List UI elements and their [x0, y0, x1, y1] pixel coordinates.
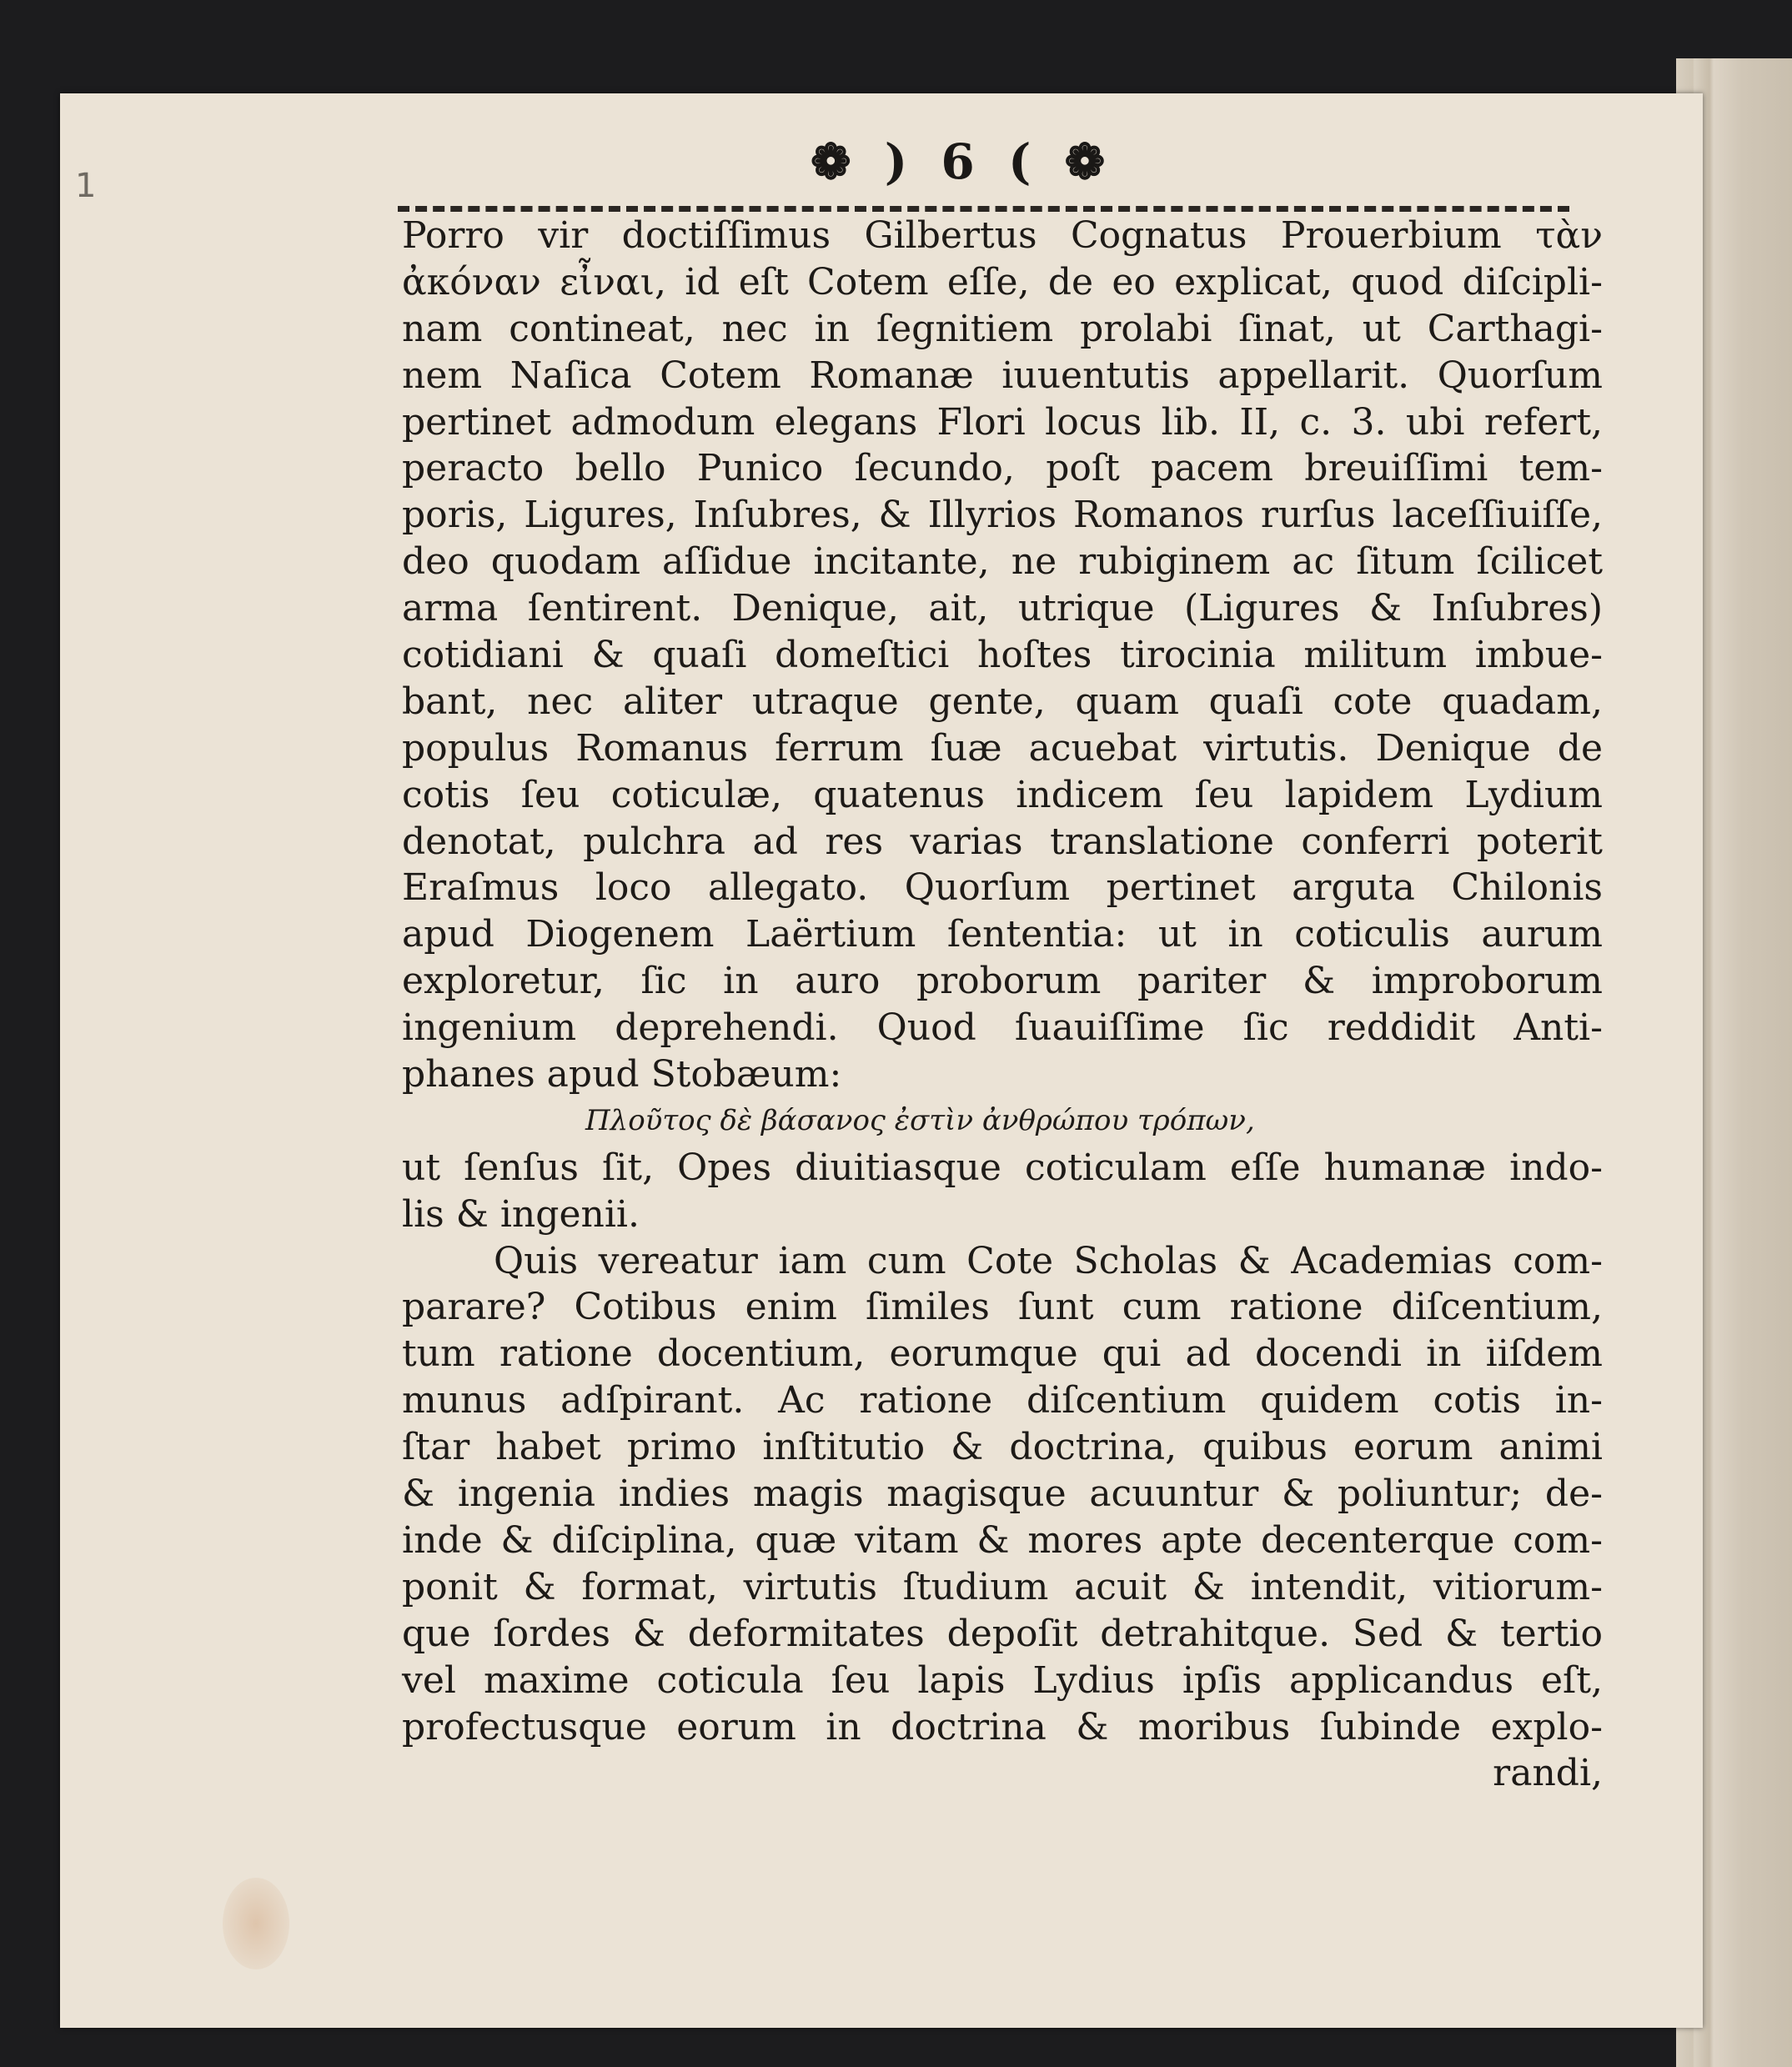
text-line: poris, Ligures, Inſubres, & Illyrios Romanos rurſus laceſſiuiſſe, [402, 494, 1603, 537]
text-line: Eraſmus loco allegato. Quorſum pertinet arguta Chilonis [402, 866, 1603, 910]
text-line: deo quodam aſſidue incitante, ne rubiginem ac ſitum ſcilicet [402, 540, 1603, 584]
header-rule [398, 206, 1569, 212]
text-line: que ſordes & deformitates depoſit detrahitque. Sed & tertio [402, 1612, 1603, 1655]
text-line: nam contineat, nec in ſegnitiem prolabi ſinat, ut Carthagi- [402, 307, 1603, 350]
text-line: tum ratione docentium, eorumque qui ad docendi in iiſdem [402, 1332, 1603, 1376]
greek-quote: Πλοῦτος δὲ βάσανος ἐστὶν ἀνθρώπου τρόπων, [585, 1103, 1255, 1137]
text-line: nem Naſica Cotem Romanæ iuuentutis appellarit. Quorſum [402, 354, 1603, 397]
text-line: exploretur, ſic in auro proborum pariter & improborum [402, 960, 1603, 1003]
text-line: inde & diſciplina, quæ vitam & mores apte decenterque com- [402, 1518, 1603, 1562]
text-line: cotidiani & quaſi domeſtici hoſtes tirocinia militum imbue- [402, 634, 1603, 677]
book-page [60, 93, 1703, 2028]
text-line: apud Diogenem Laërtium ſententia: ut in coticulis aurum [402, 913, 1603, 956]
text-line: peracto bello Punico ſecundo, poſt pacem breuiſſimi tem- [402, 447, 1603, 490]
text-line: lis & ingenii. [402, 1192, 640, 1236]
text-line: cotis ſeu coticulæ, quatenus indicem ſeu lapidem Lydium [402, 773, 1603, 816]
page-header: ❁ ) 6 ( ❁ [811, 133, 1114, 190]
paper-stain [223, 1878, 289, 1969]
text-line: ingenium deprehendi. Quod ſuauiſſime ſic reddidit Anti- [402, 1006, 1603, 1050]
text-line: vel maxime coticula ſeu lapis Lydius ipſis applicandus eſt, [402, 1658, 1603, 1702]
text-line: profectusque eorum in doctrina & moribus ſubinde explo- [402, 1705, 1603, 1748]
body-text [402, 213, 1603, 1797]
text-line: arma ſentirent. Denique, ait, utrique (Ligures & Inſubres) [402, 587, 1603, 630]
text-line: pertinet admodum elegans Flori locus lib. II, c. 3. ubi refert, [402, 400, 1603, 444]
text-line: phanes apud Stobæum: [402, 1053, 842, 1096]
text-line: populus Romanus ferrum ſuæ acuebat virtutis. Denique de [402, 726, 1603, 770]
text-line: Porro vir doctiſſimus Gilbertus Cognatus Prouerbium τὰν [402, 214, 1603, 257]
catchword: randi, [1493, 1752, 1603, 1795]
text-line: ponit & format, virtutis ſtudium acuit & intendit, vitiorum- [402, 1565, 1603, 1608]
text-line: bant, nec aliter utraque gente, quam quaſi cote quadam, [402, 680, 1603, 723]
text-line: munus adſpirant. Ac ratione diſcentium quidem cotis in- [402, 1379, 1603, 1422]
text-line: parare? Cotibus enim ſimiles ſunt cum ratione diſcentium, [402, 1286, 1603, 1329]
text-line: & ingenia indies magis magisque acuuntur & poliuntur; de- [402, 1472, 1603, 1516]
text-line: ut ſenſus ſit, Opes diuitiasque coticulam eſſe humanæ indo- [402, 1146, 1603, 1189]
margin-mark: 1 [75, 167, 97, 205]
text-line: ſtar habet primo inſtitutio & doctrina, quibus eorum animi [402, 1426, 1603, 1469]
text-line: ἀκόναν εἶναι, id eſt Cotem eſſe, de eo explicat, quod diſcipli- [402, 260, 1603, 304]
paragraph-start-line: Quis vereatur iam cum Cote Scholas & Academias com- [494, 1239, 1603, 1282]
text-line: denotat, pulchra ad res varias translatione conferri poterit [402, 820, 1603, 863]
